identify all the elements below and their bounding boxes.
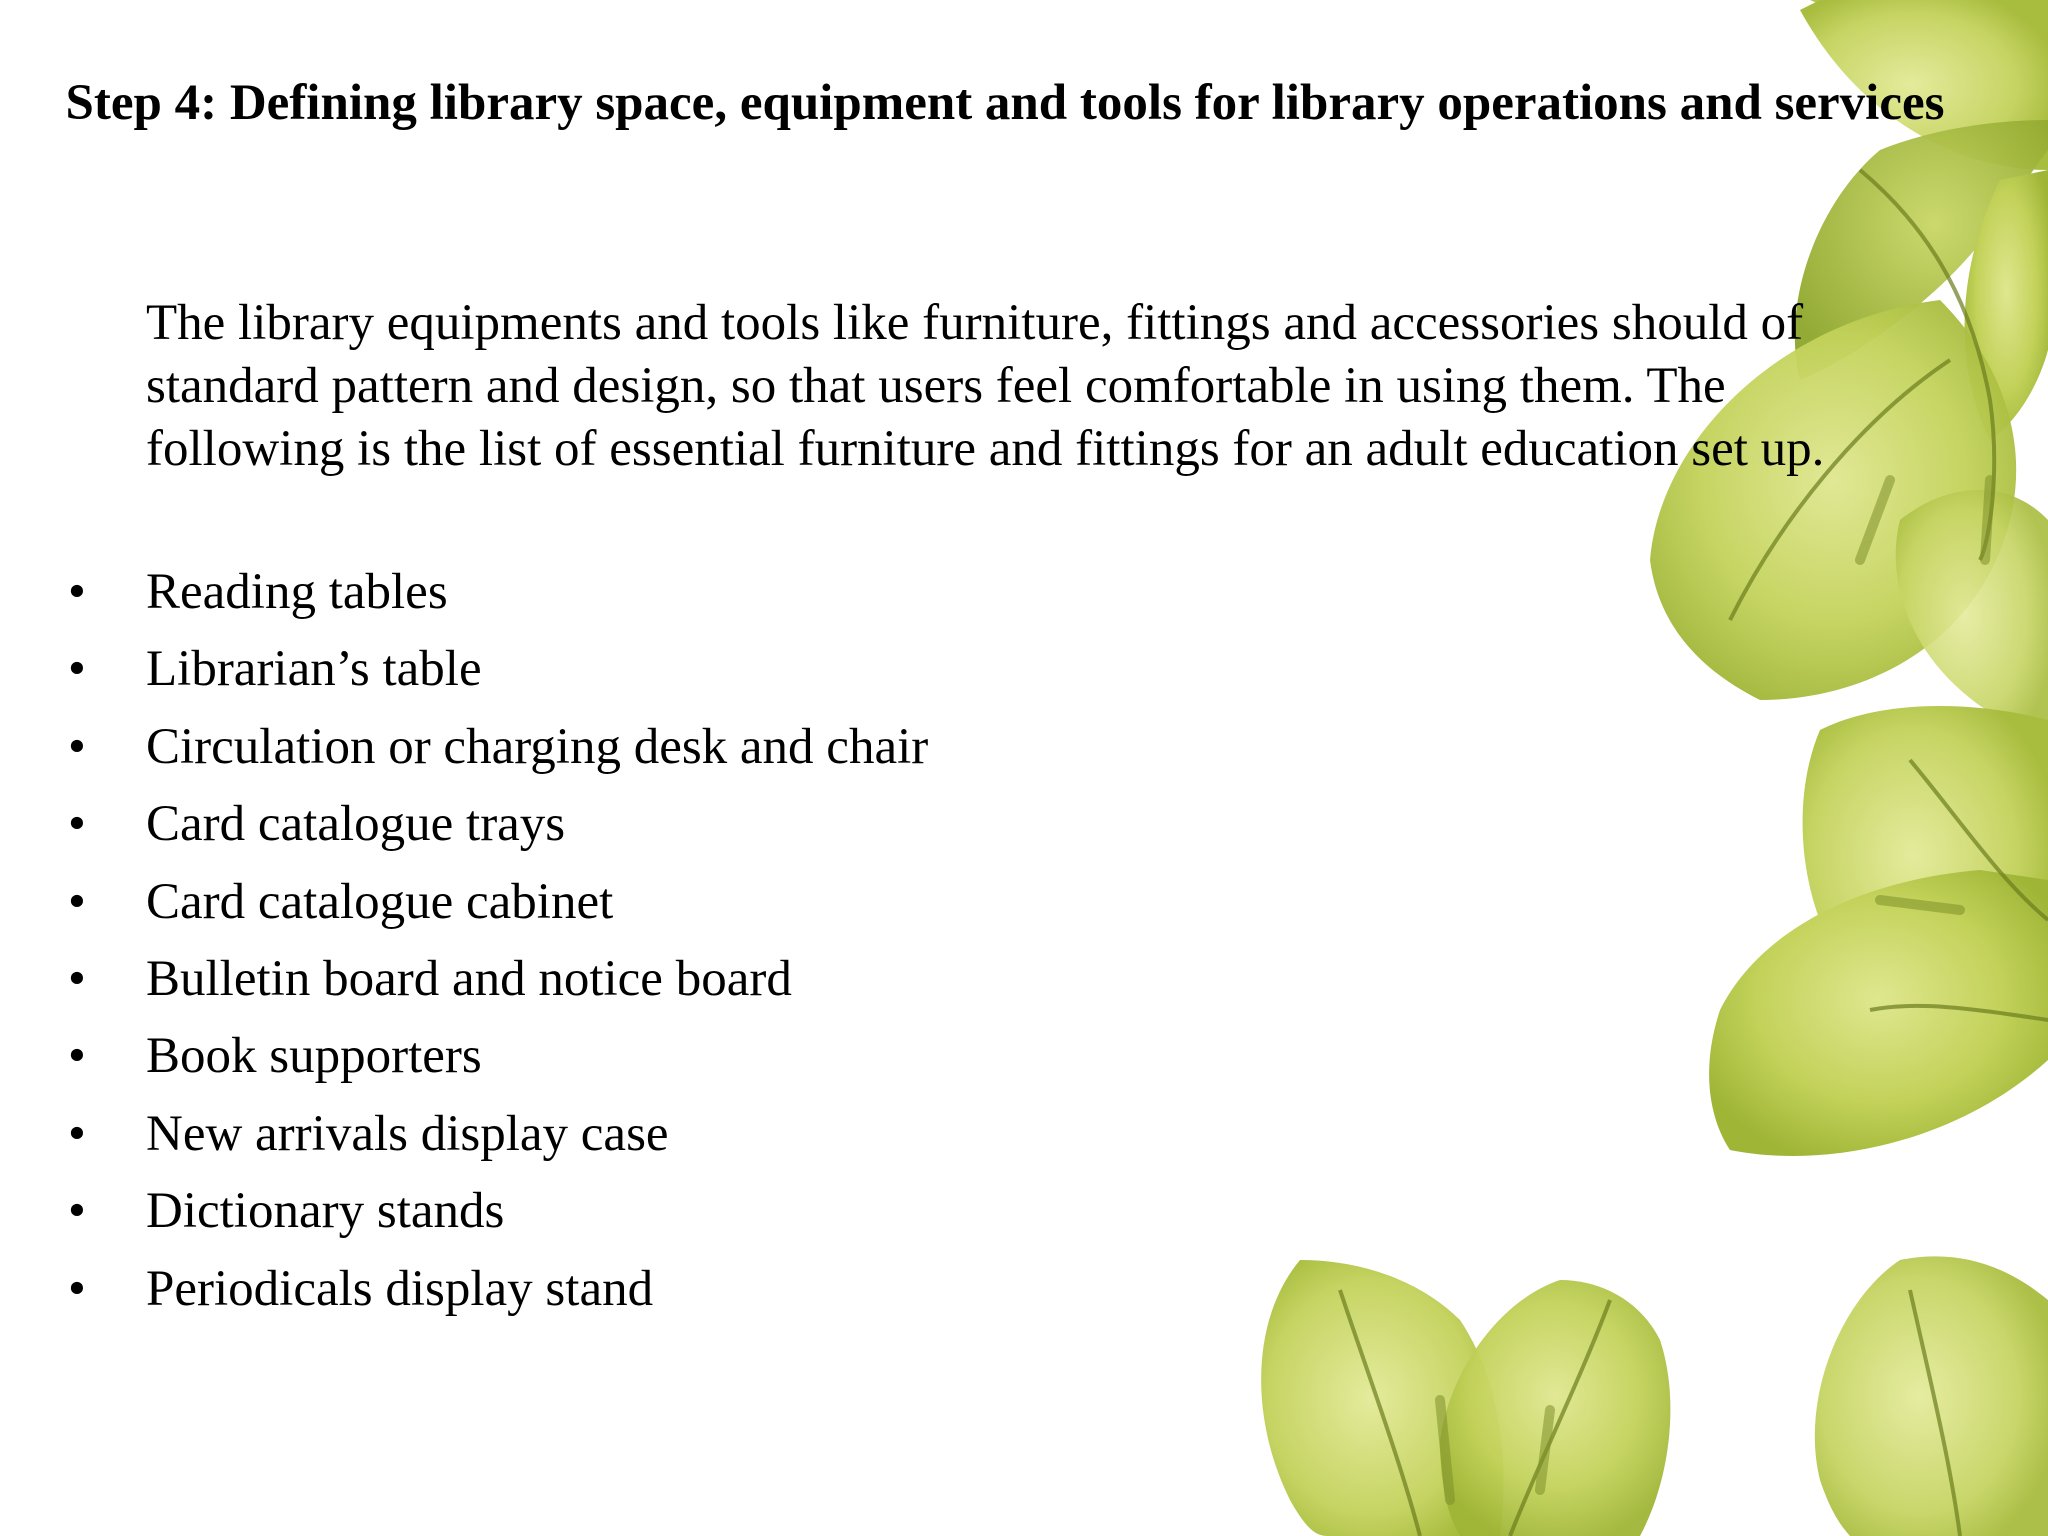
bullet-icon: • [68,1260,86,1317]
bullet-icon: • [68,564,86,620]
bullet-icon: • [68,796,86,853]
list-item-text: Bulletin board and notice board [146,950,792,1007]
list-item-text: New arrivals display case [146,1105,669,1162]
list-item-text: Circulation or charging desk and chair [146,718,929,775]
bullet-icon: • [68,950,86,1007]
bullet-icon: • [68,1183,86,1240]
bullet-icon: • [68,873,86,930]
slide-title: Step 4: Defining library space, equipment and tools for library operations and services [65,75,1945,131]
list-item-text: Card catalogue cabinet [146,873,614,930]
list-item-text: Reading tables [146,564,448,620]
bullet-icon: • [68,718,86,775]
list-item-text: Card catalogue trays [146,796,566,853]
list-item-text: Periodicals display stand [146,1260,654,1317]
bullet-icon: • [68,1105,86,1162]
intro-paragraph: The library equipments and tools like furniture, fittings and accessories should of standard pattern and design, so that users feel comfortable in using them. The following is the list of essential furniture and fittings for an adult education set up. [146,295,1825,477]
list-item-text: Book supporters [146,1028,482,1085]
list-item-text: Dictionary stands [146,1183,505,1240]
bullet-icon: • [68,641,86,698]
bullet-icon: • [68,1028,86,1085]
list-item-text: Librarian’s table [146,641,482,698]
